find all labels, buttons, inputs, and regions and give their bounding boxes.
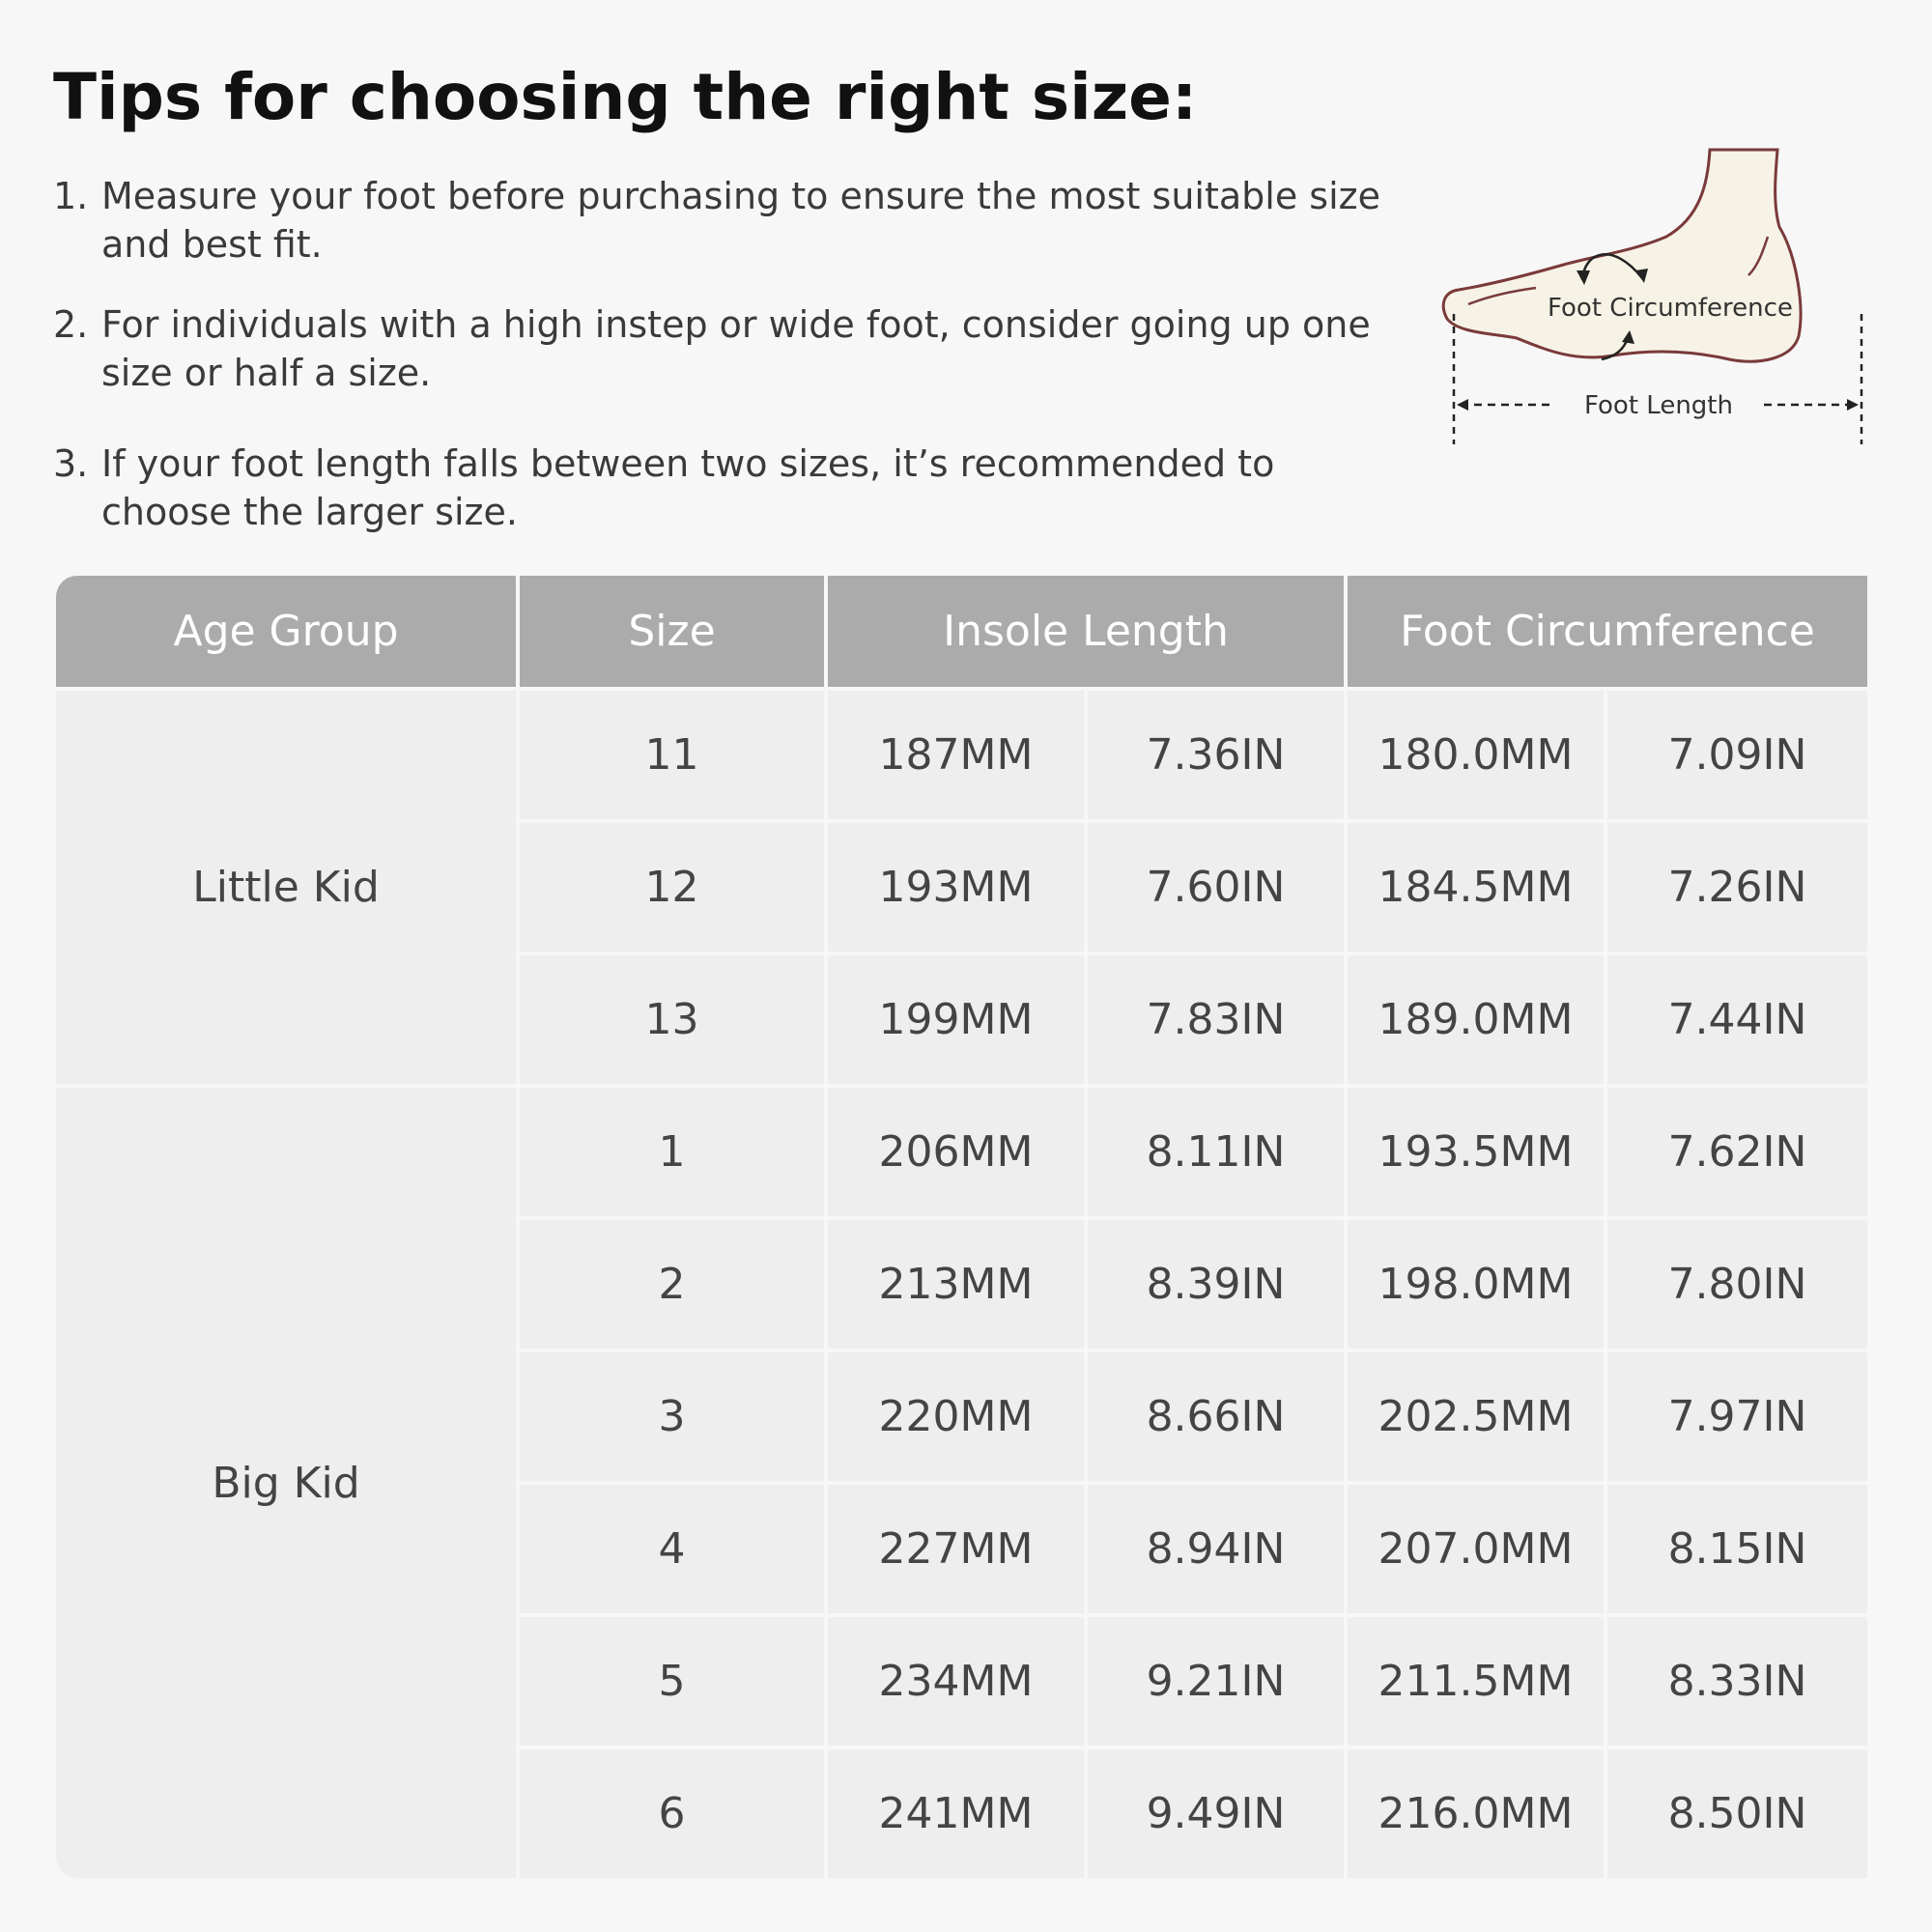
insole-in-cell: 8.39IN — [1088, 1220, 1344, 1349]
size-cell: 5 — [520, 1617, 824, 1746]
circumference-mm-cell: 184.5MM — [1348, 823, 1604, 952]
insole-in-cell: 8.66IN — [1088, 1352, 1344, 1481]
insole-mm-cell: 206MM — [828, 1088, 1084, 1216]
tip-number: 1. — [53, 175, 89, 217]
arrow-head — [1457, 399, 1468, 411]
insole-mm-cell: 193MM — [828, 823, 1084, 952]
circumference-in-cell: 7.80IN — [1607, 1220, 1867, 1349]
insole-in-cell: 8.11IN — [1088, 1088, 1344, 1216]
size-cell: 11 — [520, 691, 824, 819]
size-cell: 12 — [520, 823, 824, 952]
circumference-in-cell: 7.44IN — [1607, 955, 1867, 1084]
size-cell: 2 — [520, 1220, 824, 1349]
size-cell: 3 — [520, 1352, 824, 1481]
foot-circumference-label: Foot Circumference — [1548, 294, 1793, 323]
foot-measurement-diagram — [1439, 145, 1874, 454]
header-insole-length: Insole Length — [828, 576, 1344, 687]
insole-mm-cell: 199MM — [828, 955, 1084, 1084]
insole-mm-cell: 187MM — [828, 691, 1084, 819]
circumference-in-cell: 8.50IN — [1607, 1749, 1867, 1878]
insole-in-cell: 8.94IN — [1088, 1485, 1344, 1613]
header-size: Size — [520, 576, 824, 687]
arrow-head — [1847, 399, 1859, 411]
circumference-in-cell: 8.15IN — [1607, 1485, 1867, 1613]
tip-item — [53, 300, 1386, 397]
size-cell: 4 — [520, 1485, 824, 1613]
circumference-mm-cell: 193.5MM — [1348, 1088, 1604, 1216]
insole-mm-cell: 227MM — [828, 1485, 1084, 1613]
insole-mm-cell: 220MM — [828, 1352, 1084, 1481]
tip-number: 2. — [53, 303, 89, 346]
insole-in-cell: 9.49IN — [1088, 1749, 1344, 1878]
circumference-in-cell: 7.09IN — [1607, 691, 1867, 819]
insole-mm-cell: 241MM — [828, 1749, 1084, 1878]
circumference-in-cell: 7.26IN — [1607, 823, 1867, 952]
tip-number: 3. — [53, 442, 89, 485]
circumference-mm-cell: 180.0MM — [1348, 691, 1604, 819]
header-age-group: Age Group — [56, 576, 516, 687]
circumference-in-cell: 7.62IN — [1607, 1088, 1867, 1216]
age-group-cell: Big Kid — [56, 1088, 516, 1878]
tip-text: If your foot length falls between two sizes, it’s recommended to choose the larger size. — [101, 442, 1275, 533]
circumference-mm-cell: 216.0MM — [1348, 1749, 1604, 1878]
insole-in-cell: 9.21IN — [1088, 1617, 1344, 1746]
age-group-cell: Little Kid — [56, 691, 516, 1084]
tip-item — [53, 172, 1386, 269]
tip-text: For individuals with a high instep or wide foot, consider going up one size or half a size. — [101, 303, 1371, 394]
circumference-in-cell: 7.97IN — [1607, 1352, 1867, 1481]
tip-text: Measure your foot before purchasing to ensure the most suitable size and best fit. — [101, 175, 1380, 266]
size-cell: 6 — [520, 1749, 824, 1878]
foot-length-label: Foot Length — [1584, 391, 1733, 420]
size-cell: 13 — [520, 955, 824, 1084]
insole-in-cell: 7.60IN — [1088, 823, 1344, 952]
insole-mm-cell: 213MM — [828, 1220, 1084, 1349]
circumference-mm-cell: 207.0MM — [1348, 1485, 1604, 1613]
insole-in-cell: 7.36IN — [1088, 691, 1344, 819]
circumference-mm-cell: 189.0MM — [1348, 955, 1604, 1084]
insole-mm-cell: 234MM — [828, 1617, 1084, 1746]
foot-shape — [1443, 150, 1801, 361]
insole-in-cell: 7.83IN — [1088, 955, 1344, 1084]
circumference-mm-cell: 211.5MM — [1348, 1617, 1604, 1746]
size-cell: 1 — [520, 1088, 824, 1216]
foot-illustration — [1439, 145, 1874, 454]
circumference-in-cell: 8.33IN — [1607, 1617, 1867, 1746]
header-foot-circumference: Foot Circumference — [1348, 576, 1867, 687]
page-title: Tips for choosing the right size: — [53, 60, 1198, 134]
size-chart-table — [56, 576, 1867, 1877]
tip-item — [53, 440, 1386, 536]
circumference-mm-cell: 198.0MM — [1348, 1220, 1604, 1349]
circumference-mm-cell: 202.5MM — [1348, 1352, 1604, 1481]
